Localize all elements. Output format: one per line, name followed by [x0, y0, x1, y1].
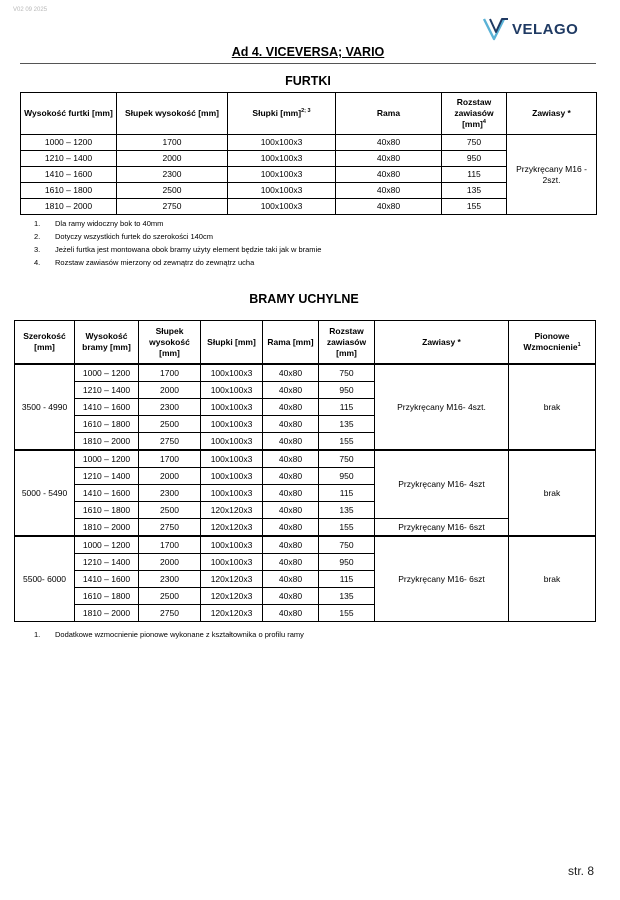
cell-posts: 100x100x3 — [201, 450, 263, 468]
cell-post-height: 1700 — [117, 135, 228, 151]
col-header-rama: Rama [mm] — [263, 321, 319, 365]
velago-v-logo-icon — [482, 16, 512, 42]
note-text: Dotyczy wszystkich furtek do szerokości 140cm — [55, 232, 213, 241]
table-row — [15, 519, 596, 537]
cell-post-height: 1700 — [139, 450, 201, 468]
page-number: str. 8 — [567, 864, 594, 878]
col-header-zawiasy: Zawiasy * — [375, 321, 509, 365]
cell-height: 1810 – 2000 — [75, 519, 139, 537]
cell-reinforcement: brak — [509, 364, 596, 450]
cell-height: 1210 – 1400 — [21, 151, 117, 167]
note-item — [34, 628, 304, 641]
note-item — [34, 217, 321, 230]
bramy-notes — [34, 628, 304, 641]
col-header-pionowe-sup: 1 — [577, 342, 581, 349]
cell-frame: 40x80 — [263, 502, 319, 519]
cell-hinge-spacing: 135 — [319, 502, 375, 519]
table-row — [15, 450, 596, 468]
col-header-slupek-wysokosc: Słupek wysokość [mm] — [139, 321, 201, 365]
furtki-table — [20, 92, 597, 215]
cell-post-height: 2300 — [139, 485, 201, 502]
cell-frame: 40x80 — [336, 199, 442, 215]
cell-reinforcement: brak — [509, 450, 596, 536]
cell-hinge-spacing: 155 — [319, 519, 375, 537]
cell-height: 1210 – 1400 — [75, 382, 139, 399]
cell-height: 1210 – 1400 — [75, 468, 139, 485]
col-header-rozstaw: Rozstaw zawiasów [mm] — [319, 321, 375, 365]
cell-frame: 40x80 — [263, 605, 319, 622]
cell-post-height: 2300 — [139, 571, 201, 588]
cell-post-height: 2500 — [139, 416, 201, 433]
note-item — [34, 230, 321, 243]
col-header-slupki-sup: 2; 3 — [301, 108, 311, 115]
cell-hinge-spacing: 155 — [442, 199, 507, 215]
cell-frame: 40x80 — [263, 485, 319, 502]
cell-posts: 100x100x3 — [228, 183, 336, 199]
cell-frame: 40x80 — [263, 536, 319, 554]
cell-posts: 100x100x3 — [228, 199, 336, 215]
cell-frame: 40x80 — [263, 399, 319, 416]
note-text: Dodatkowe wzmocnienie pionowe wykonane z kształtownika o profilu ramy — [55, 630, 304, 639]
cell-post-height: 2300 — [139, 399, 201, 416]
cell-hinge-spacing: 135 — [319, 588, 375, 605]
cell-height: 1000 – 1200 — [75, 536, 139, 554]
cell-hinges: Przykręcany M16- 4szt. — [375, 364, 509, 450]
page-title: Ad 4. VICEVERSA; VARIO — [231, 45, 385, 59]
cell-posts: 100x100x3 — [201, 433, 263, 451]
cell-width-range: 3500 - 4990 — [15, 364, 75, 450]
cell-posts: 120x120x3 — [201, 605, 263, 622]
cell-hinge-spacing: 135 — [442, 183, 507, 199]
cell-hinges: Przykręcany M16- 6szt — [375, 536, 509, 622]
version-label: V02 09 2025 — [13, 7, 48, 13]
section-title-bramy: BRAMY UCHYLNE — [249, 292, 359, 306]
cell-posts: 100x100x3 — [201, 382, 263, 399]
cell-post-height: 2500 — [117, 183, 228, 199]
cell-height: 1610 – 1800 — [75, 416, 139, 433]
cell-hinge-spacing: 750 — [319, 536, 375, 554]
cell-posts: 120x120x3 — [201, 519, 263, 537]
cell-height: 1610 – 1800 — [21, 183, 117, 199]
cell-post-height: 2750 — [139, 519, 201, 537]
cell-width-range: 5000 - 5490 — [15, 450, 75, 536]
cell-frame: 40x80 — [263, 382, 319, 399]
cell-hinges: Przykręcany M16 - 2szt. — [507, 135, 597, 215]
brand-logo — [482, 16, 594, 42]
cell-posts: 100x100x3 — [201, 364, 263, 382]
table-row — [15, 364, 596, 382]
cell-hinge-spacing: 750 — [319, 450, 375, 468]
cell-posts: 100x100x3 — [201, 399, 263, 416]
cell-frame: 40x80 — [336, 183, 442, 199]
note-number: 3. — [34, 245, 41, 254]
cell-frame: 40x80 — [263, 468, 319, 485]
note-number: 4. — [34, 258, 41, 267]
cell-height: 1810 – 2000 — [75, 605, 139, 622]
cell-hinge-spacing: 750 — [319, 364, 375, 382]
cell-hinge-spacing: 155 — [319, 605, 375, 622]
cell-posts: 120x120x3 — [201, 502, 263, 519]
cell-post-height: 2500 — [139, 588, 201, 605]
col-header-szerokosc: Szerokość [mm] — [15, 321, 75, 365]
col-header-wysokosc-furtki: Wysokość furtki [mm] — [21, 93, 117, 135]
cell-posts: 120x120x3 — [201, 571, 263, 588]
cell-hinge-spacing: 135 — [319, 416, 375, 433]
cell-frame: 40x80 — [263, 450, 319, 468]
col-header-zawiasy: Zawiasy * — [507, 93, 597, 135]
cell-height: 1410 – 1600 — [21, 167, 117, 183]
cell-frame: 40x80 — [263, 433, 319, 451]
cell-post-height: 2000 — [117, 151, 228, 167]
cell-posts: 100x100x3 — [228, 167, 336, 183]
cell-post-height: 2750 — [139, 605, 201, 622]
cell-width-range: 5500- 6000 — [15, 536, 75, 622]
cell-height: 1000 – 1200 — [75, 364, 139, 382]
cell-frame: 40x80 — [336, 151, 442, 167]
cell-frame: 40x80 — [263, 364, 319, 382]
cell-posts: 100x100x3 — [228, 135, 336, 151]
cell-frame: 40x80 — [263, 588, 319, 605]
cell-posts: 100x100x3 — [201, 468, 263, 485]
cell-hinge-spacing: 950 — [442, 151, 507, 167]
cell-hinges: Przykręcany M16- 6szt — [375, 519, 509, 537]
cell-post-height: 2750 — [139, 433, 201, 451]
cell-posts: 100x100x3 — [201, 554, 263, 571]
bramy-table — [14, 320, 596, 622]
col-header-slupki: Słupki [mm] — [201, 321, 263, 365]
cell-frame: 40x80 — [263, 554, 319, 571]
cell-posts: 100x100x3 — [201, 416, 263, 433]
cell-height: 1410 – 1600 — [75, 571, 139, 588]
cell-height: 1610 – 1800 — [75, 588, 139, 605]
cell-post-height: 2000 — [139, 382, 201, 399]
col-header-rozstaw — [442, 93, 507, 135]
cell-frame: 40x80 — [263, 571, 319, 588]
col-header-pionowe-wzmocnienie — [509, 321, 596, 365]
cell-post-height: 1700 — [139, 536, 201, 554]
col-header-slupki — [228, 93, 336, 135]
logo-text: VELAGO — [512, 21, 579, 38]
cell-hinge-spacing: 950 — [319, 554, 375, 571]
cell-hinge-spacing: 950 — [319, 382, 375, 399]
note-item — [34, 243, 321, 256]
cell-hinge-spacing: 155 — [319, 433, 375, 451]
cell-height: 1410 – 1600 — [75, 485, 139, 502]
cell-post-height: 2750 — [117, 199, 228, 215]
cell-hinges: Przykręcany M16- 4szt — [375, 450, 509, 519]
cell-hinge-spacing: 115 — [442, 167, 507, 183]
furtki-notes — [34, 217, 321, 269]
note-text: Jeżeli furtka jest montowana obok bramy użyty element będzie taki jak w bramie — [55, 245, 322, 254]
cell-height: 1210 – 1400 — [75, 554, 139, 571]
note-text: Rozstaw zawiasów mierzony od zewnątrz do zewnątrz ucha — [55, 258, 255, 267]
cell-frame: 40x80 — [336, 167, 442, 183]
cell-posts: 100x100x3 — [201, 485, 263, 502]
section-title-furtki: FURTKI — [285, 74, 331, 88]
cell-height: 1810 – 2000 — [21, 199, 117, 215]
cell-posts: 100x100x3 — [201, 536, 263, 554]
cell-post-height: 2500 — [139, 502, 201, 519]
cell-posts: 100x100x3 — [228, 151, 336, 167]
cell-post-height: 2000 — [139, 554, 201, 571]
table-row — [15, 536, 596, 554]
cell-height: 1410 – 1600 — [75, 399, 139, 416]
table-row — [21, 135, 597, 151]
cell-hinge-spacing: 750 — [442, 135, 507, 151]
col-header-slupek-wysokosc: Słupek wysokość [mm] — [117, 93, 228, 135]
col-header-slupki-label: Słupki [mm] — [252, 108, 302, 118]
note-text: Dla ramy widoczny bok to 40mm — [55, 219, 164, 228]
cell-frame: 40x80 — [336, 135, 442, 151]
col-header-rozstaw-label: Rozstaw zawiasów [mm] — [454, 97, 494, 129]
cell-frame: 40x80 — [263, 519, 319, 537]
cell-hinge-spacing: 115 — [319, 399, 375, 416]
cell-hinge-spacing: 115 — [319, 571, 375, 588]
cell-posts: 120x120x3 — [201, 588, 263, 605]
cell-height: 1810 – 2000 — [75, 433, 139, 451]
col-header-rama: Rama — [336, 93, 442, 135]
cell-height: 1000 – 1200 — [21, 135, 117, 151]
cell-height: 1610 – 1800 — [75, 502, 139, 519]
col-header-wysokosc-bramy: Wysokość bramy [mm] — [75, 321, 139, 365]
note-number: 2. — [34, 232, 41, 241]
cell-post-height: 2000 — [139, 468, 201, 485]
note-number: 1. — [34, 219, 41, 228]
col-header-rozstaw-sup: 4 — [482, 119, 486, 126]
note-number: 1. — [34, 630, 41, 639]
cell-frame: 40x80 — [263, 416, 319, 433]
col-header-pionowe-label: Pionowe Wzmocnienie — [523, 331, 578, 352]
cell-hinge-spacing: 950 — [319, 468, 375, 485]
note-item — [34, 256, 321, 269]
cell-height: 1000 – 1200 — [75, 450, 139, 468]
title-divider — [20, 63, 596, 64]
cell-post-height: 1700 — [139, 364, 201, 382]
cell-hinge-spacing: 115 — [319, 485, 375, 502]
cell-reinforcement: brak — [509, 536, 596, 622]
cell-post-height: 2300 — [117, 167, 228, 183]
